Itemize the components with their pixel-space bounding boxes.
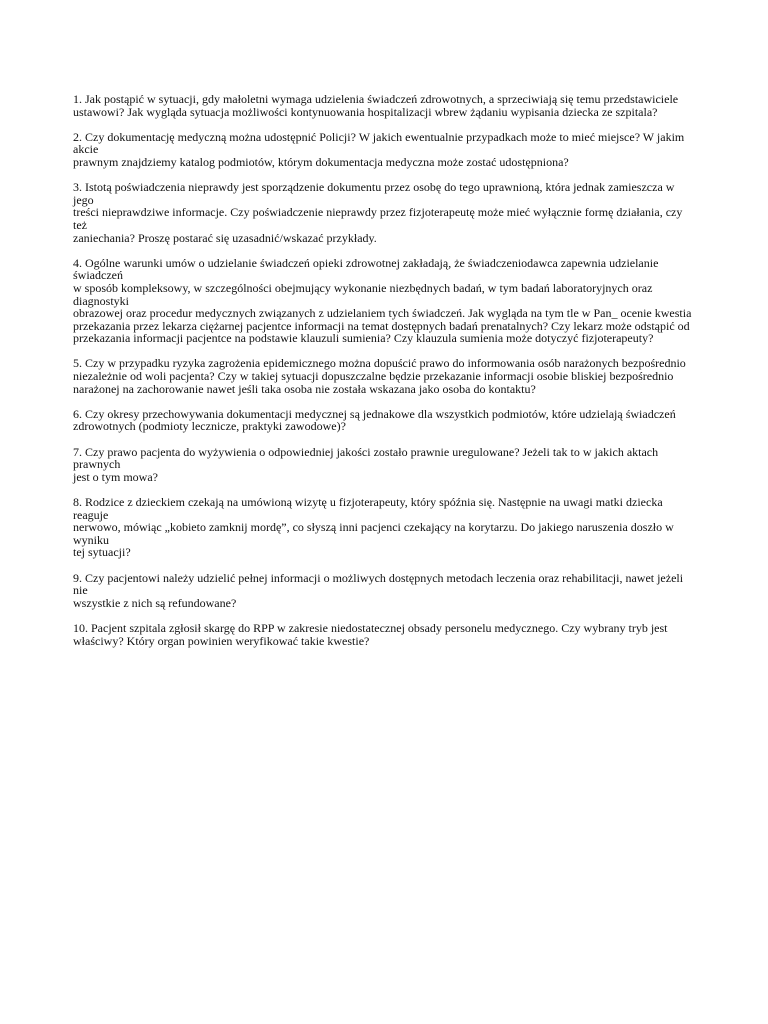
question-4: 4. Ogólne warunki umów o udzielanie świadczeń opieki zdrowotnej zakładają, że świadczeniodawca zapewnia udzielanie świadczeń w sposób kompleksowy, w szczególności obejmujący wykonanie niezbędnych badań, w tym badań laboratoryjnych oraz diagnostyki obrazowej oraz procedur medycznych związanych z udzielaniem tych świadczeń. Jak wygląda na tym tle w Pan_ ocenie kwestia przekazania przez lekarza ciężarnej pacjentce informacji na temat dostępnych badań prenatalnych? Czy lekarz może odstąpić od przekazania informacji pacjentce na podstawie klauzuli sumienia? Czy klauzula sumienia może dotyczyć fizjoterapeuty? bbox=[73, 255, 692, 346]
question-10: 10. Pacjent szpitala zgłosił skargę do RPP w zakresie niedostatecznej obsady personelu medycznego. Czy wybrany tryb jest właściwy? Który organ powinien weryfikować takie kwestie? bbox=[73, 620, 668, 648]
question-1: 1. Jak postąpić w sytuacji, gdy małoletni wymaga udzielenia świadczeń zdrowotnych, a sprzeciwiają się temu przedstawiciele ustawowi? Jak wygląda sytuacja możliwości kontynuowania hospitalizacji wbrew żądaniu wypisania dziecka ze szpitala? bbox=[73, 92, 679, 119]
question-3: 3. Istotą poświadczenia nieprawdy jest sporządzenie dokumentu przez osobę do tego uprawnioną, która jednak zamieszcza w jego treści nieprawdziwe informacje. Czy poświadczenie nieprawdy przez fizjoterapeutę może mieć wyłącznie formę działania, czy też zaniechania? Proszę postarać się uzasadnić/wskazać przykłady. bbox=[73, 180, 683, 245]
question-7: 7. Czy prawo pacjenta do wyżywienia o odpowiedniej jakości zostało prawnie uregulowane? Jeżeli tak to w jakich aktach prawnych jest o tym mowa? bbox=[73, 444, 659, 484]
document-page bbox=[73, 93, 698, 660]
question-6: 6. Czy okresy przechowywania dokumentacji medycznej są jednakowe dla wszystkich podmiotów, które udzielają świadczeń zdrowotnych (podmioty lecznicze, praktyki zawodowe)? bbox=[73, 406, 676, 434]
question-9: 9. Czy pacjentowi należy udzielić pełnej informacji o możliwych dostępnych metodach leczenia oraz rehabilitacji, nawet jeżeli nie wszystkie z nich są refundowane? bbox=[73, 570, 684, 610]
question-2: 2. Czy dokumentację medyczną można udostępnić Policji? W jakich ewentualnie przypadkach może to mieć miejsce? W jakim akcie prawnym znajdziemy katalog podmiotów, którym dokumentacja medyczna może zostać udostępniona? bbox=[73, 129, 685, 169]
question-5: 5. Czy w przypadku ryzyka zagrożenia epidemicznego można dopuścić prawo do informowania osób narażonych bezpośrednio niezależnie od woli pacjenta? Czy w takiej sytuacji dopuszczalne będzie przekazanie informacji osobie bliskiej bezpośrednio narażonej na zachorowanie nawet jeśli taka osoba nie została wskazana jako osoba do kontaktu? bbox=[73, 356, 686, 396]
question-8: 8. Rodzice z dzieckiem czekają na umówioną wizytę u fizjoterapeuty, który spóźnia się. Następnie na uwagi matki dziecka reaguje nerwowo, mówiąc „kobieto zamknij mordę”, co słyszą inni pacjenci czekający na korytarzu. Do jakiego naruszenia doszło w wyniku tej sytuacji? bbox=[73, 495, 674, 560]
